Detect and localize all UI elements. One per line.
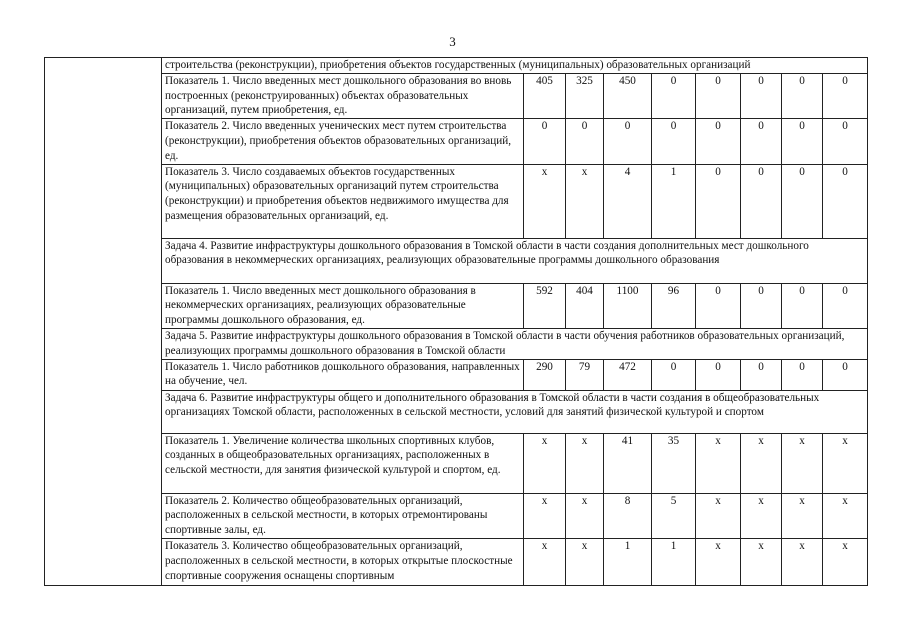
task-text: Задача 6. Развитие инфраструктуры общего и дополнительного образования в Томской области в части создания в общеобразовательных организациях Томской области, расположенных в сельской местности, условий для занятий физической культурой и спортом xyxy=(162,390,868,433)
value-cell: 79 xyxy=(566,359,604,390)
value-cell: 0 xyxy=(741,283,782,328)
value-cell: x xyxy=(696,433,741,493)
value-cell: 0 xyxy=(696,119,741,164)
value-cell: 0 xyxy=(782,164,823,238)
value-cell: 450 xyxy=(604,73,652,118)
value-cell: 0 xyxy=(696,73,741,118)
value-cell: 0 xyxy=(823,119,868,164)
indicator-row xyxy=(45,538,868,585)
value-cell: x xyxy=(782,433,823,493)
task-text: Задача 4. Развитие инфраструктуры дошкольного образования в Томской области в части создания дополнительных мест дошкольного образования в некоммерческих организациях, реализующих образовательные программы дошкольного образования xyxy=(162,238,868,283)
value-cell: 290 xyxy=(524,359,566,390)
value-cell: x xyxy=(741,493,782,538)
indicator-row xyxy=(45,164,868,238)
value-cell: 0 xyxy=(652,73,696,118)
value-cell: 0 xyxy=(696,283,741,328)
value-cell: 0 xyxy=(524,119,566,164)
value-cell: x xyxy=(823,493,868,538)
value-cell: x xyxy=(782,538,823,585)
indicator-text: Показатель 1. Увеличение количества школьных спортивных клубов, созданных в общеобразовательных организациях, расположенных в сельской местности, для занятия физической культурой и спортом, ед. xyxy=(162,433,524,493)
indicator-text: Показатель 2. Количество общеобразовательных организаций, расположенных в сельской местности, в которых отремонтированы спортивные залы, ед. xyxy=(162,493,524,538)
value-cell: 96 xyxy=(652,283,696,328)
value-cell: 0 xyxy=(741,73,782,118)
indicator-row xyxy=(45,433,868,493)
indicator-text: Показатель 1. Число работников дошкольного образования, направленных на обучение, чел. xyxy=(162,359,524,390)
task-text: Задача 5. Развитие инфраструктуры дошкольного образования в Томской области в части обучения работников образовательных организаций, реализующих программы дошкольного образования в Томской области xyxy=(162,328,868,359)
value-cell: 404 xyxy=(566,283,604,328)
value-cell: 405 xyxy=(524,73,566,118)
value-cell: x xyxy=(524,538,566,585)
value-cell: 0 xyxy=(741,164,782,238)
task-row xyxy=(45,238,868,283)
continuation-row xyxy=(45,58,868,74)
value-cell: x xyxy=(823,433,868,493)
value-cell: 0 xyxy=(696,359,741,390)
value-cell: 0 xyxy=(782,359,823,390)
value-cell: 35 xyxy=(652,433,696,493)
value-cell: 472 xyxy=(604,359,652,390)
value-cell: 1 xyxy=(652,164,696,238)
value-cell: x xyxy=(696,493,741,538)
value-cell: x xyxy=(696,538,741,585)
value-cell: 592 xyxy=(524,283,566,328)
page-number: 3 xyxy=(449,34,456,49)
value-cell: 0 xyxy=(823,73,868,118)
value-cell: 8 xyxy=(604,493,652,538)
value-cell: 0 xyxy=(604,119,652,164)
value-cell: x xyxy=(566,164,604,238)
value-cell: 0 xyxy=(823,283,868,328)
indicator-row xyxy=(45,493,868,538)
value-cell: 4 xyxy=(604,164,652,238)
value-cell: x xyxy=(566,538,604,585)
value-cell: 0 xyxy=(823,359,868,390)
value-cell: 0 xyxy=(652,119,696,164)
value-cell: x xyxy=(524,433,566,493)
value-cell: x xyxy=(823,538,868,585)
value-cell: 0 xyxy=(741,359,782,390)
value-cell: 325 xyxy=(566,73,604,118)
indicator-row xyxy=(45,119,868,164)
indicator-text: Показатель 3. Количество общеобразовательных организаций, расположенных в сельской местности, в которых открытые плоскостные спортивные сооружения оснащены спортивным xyxy=(162,538,524,585)
value-cell: x xyxy=(782,493,823,538)
value-cell: 1100 xyxy=(604,283,652,328)
value-cell: 0 xyxy=(696,164,741,238)
value-cell: x xyxy=(566,433,604,493)
value-cell: 1 xyxy=(652,538,696,585)
value-cell: x xyxy=(741,433,782,493)
task-row xyxy=(45,328,868,359)
indicator-row xyxy=(45,73,868,118)
value-cell: 41 xyxy=(604,433,652,493)
value-cell: 5 xyxy=(652,493,696,538)
value-cell: 0 xyxy=(782,119,823,164)
indicator-text: Показатель 2. Число введенных ученических мест путем строительства (реконструкции), приобретения объектов образовательных организаций, ед. xyxy=(162,119,524,164)
value-cell: 0 xyxy=(823,164,868,238)
indicator-row xyxy=(45,359,868,390)
value-cell: x xyxy=(741,538,782,585)
value-cell: x xyxy=(524,493,566,538)
indicator-text: Показатель 3. Число создаваемых объектов государственных (муниципальных) образовательных организаций путем строительства (реконструкции) и приобретения объектов недвижимого имущества для размещения образовательных организаций, ед. xyxy=(162,164,524,238)
value-cell: 0 xyxy=(782,73,823,118)
value-cell: 0 xyxy=(782,283,823,328)
indicator-row xyxy=(45,283,868,328)
value-cell: 0 xyxy=(652,359,696,390)
left-margin-cell xyxy=(45,58,162,586)
task-row xyxy=(45,390,868,433)
value-cell: 0 xyxy=(741,119,782,164)
value-cell: 1 xyxy=(604,538,652,585)
value-cell: x xyxy=(566,493,604,538)
value-cell: 0 xyxy=(566,119,604,164)
value-cell: x xyxy=(524,164,566,238)
indicator-text: Показатель 1. Число введенных мест дошкольного образования во вновь построенных (реконструированных) объектах образовательных организаций, путем приобретения, ед. xyxy=(162,73,524,118)
indicator-text: Показатель 1. Число введенных мест дошкольного образования в некоммерческих организациях, реализующих образовательные программы дошкольного образования, ед. xyxy=(162,283,524,328)
indicators-table xyxy=(44,57,868,586)
continuation-text: строительства (реконструкции), приобретения объектов государственных (муниципальных) образовательных организаций xyxy=(162,58,868,74)
